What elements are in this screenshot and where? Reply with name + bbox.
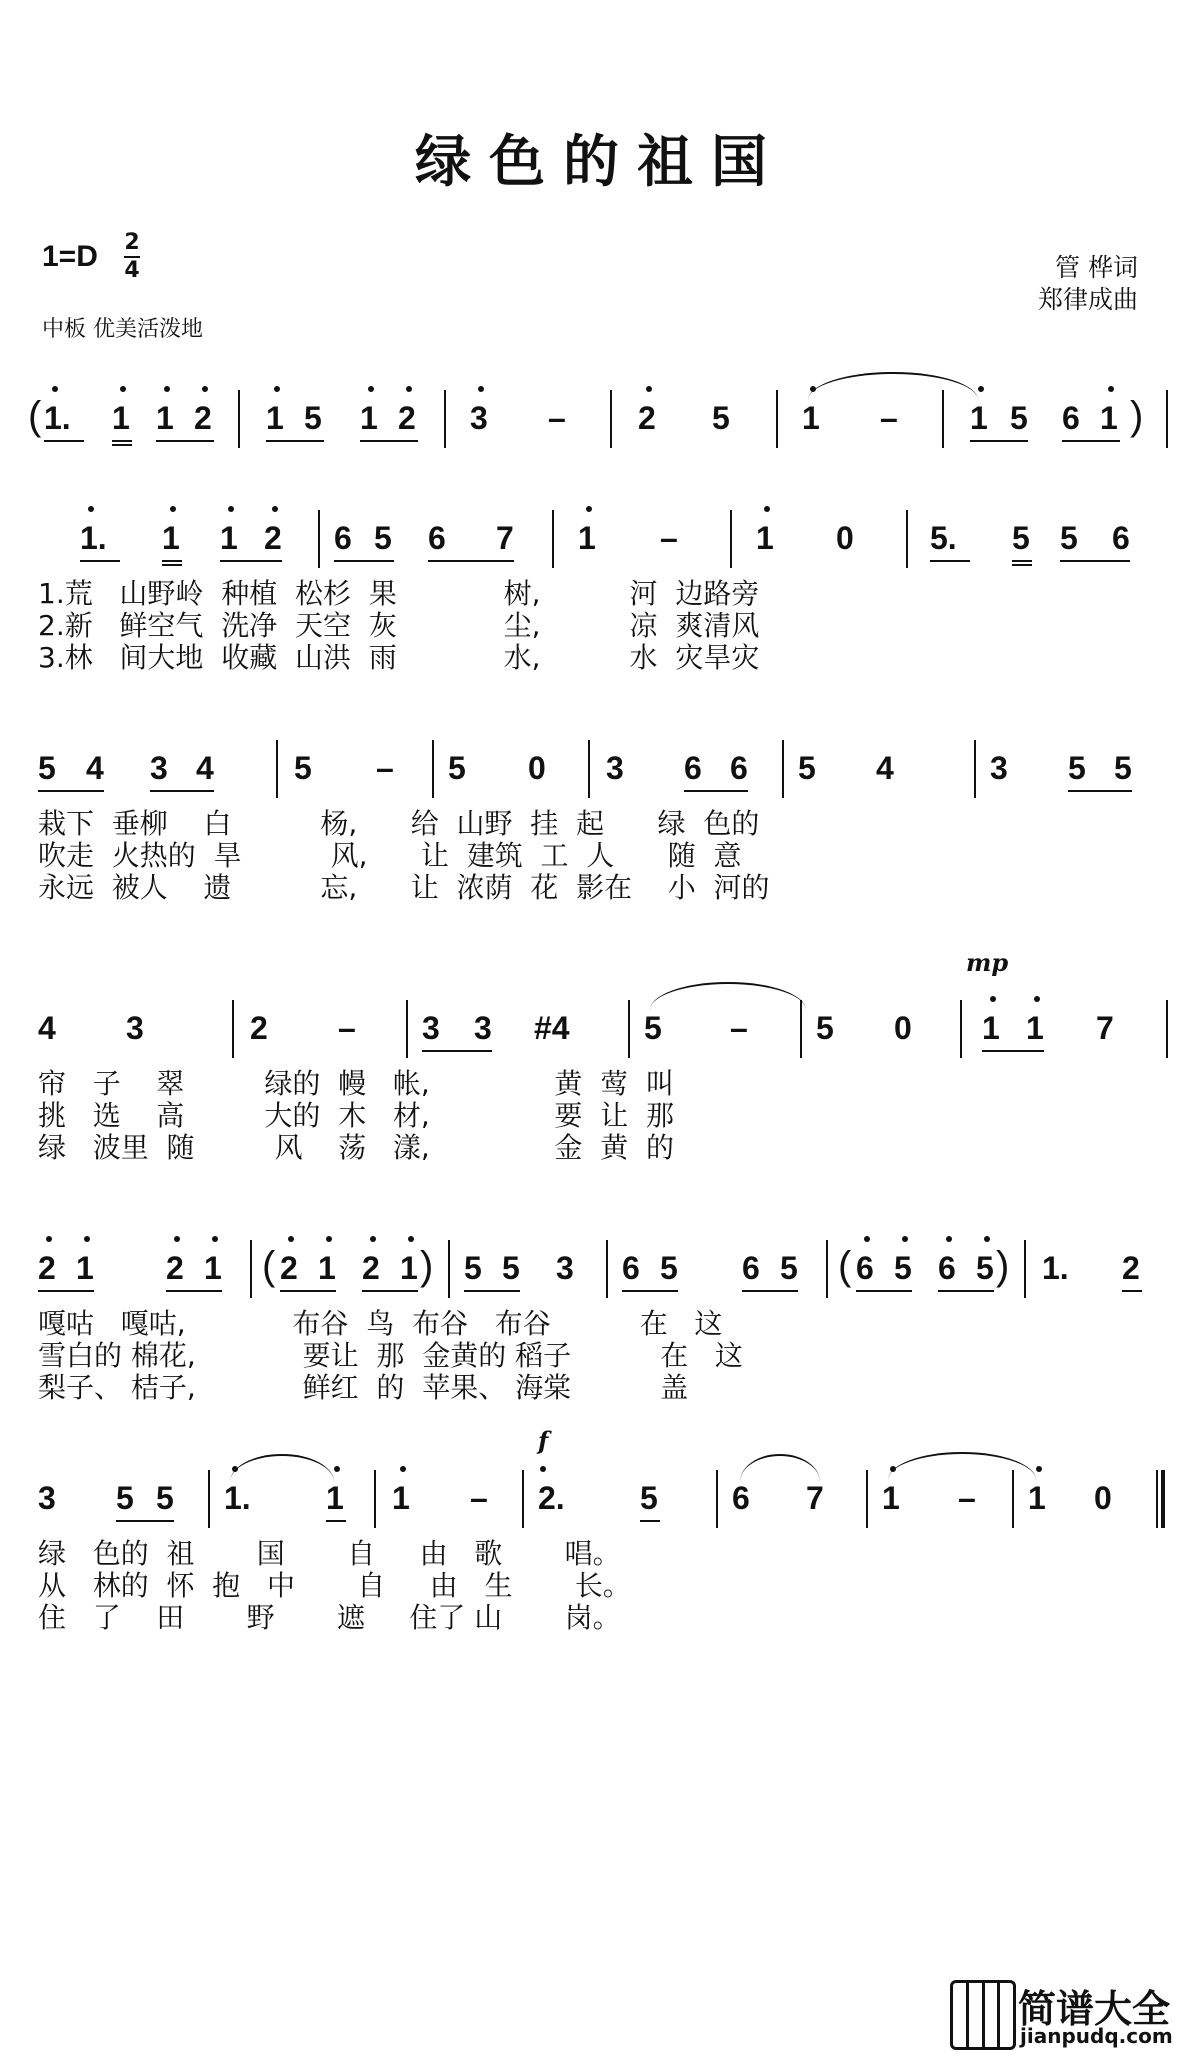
note: 1. [80,520,107,556]
slur [230,1454,334,1482]
note: 5 [1114,750,1132,786]
lyric-line: 梨子、 桔子, 鲜红 的 苹果、 海棠 盖 [38,1371,689,1404]
note: 1 [1026,1010,1044,1046]
note: 4 [196,750,214,786]
note: 5 [1012,520,1030,556]
note: 6 [742,1250,760,1286]
note: 2 [1122,1250,1140,1286]
note: 5 [1060,520,1078,556]
note: 5 [660,1250,678,1286]
note: 5 [780,1250,798,1286]
note: 1 [756,520,774,556]
lyric-line: 吹走 火热的 旱 风, 让 建筑 工 人 随 意 [38,839,742,872]
repeat-paren-close: ) [1130,394,1144,438]
note: 1. [224,1480,251,1516]
note: 6 [1112,520,1130,556]
lyrics-block [38,1538,1178,1634]
paren-close: ) [996,1244,1010,1288]
note: 2 [264,520,282,556]
lyric-line: 雪白的 棉花, 要让 那 金黄的 稻子 在 这 [38,1339,743,1372]
note: 1 [162,520,180,556]
note: 2 [250,1010,268,1046]
note: 1 [318,1250,336,1286]
note: – [958,1480,976,1516]
slur [888,1452,1036,1480]
note: 1 [970,400,988,436]
lyric-line: 永远 被人 遗 忘, 让 浓荫 花 影在 小 河的 [38,871,770,904]
time-signature [124,232,140,282]
composer: 郑律成曲 [1037,285,1138,314]
note: 5 [640,1480,658,1516]
note: #4 [534,1010,570,1046]
note: 5 [644,1010,662,1046]
note: 6 [856,1250,874,1286]
note: 7 [1096,1010,1114,1046]
note: 3 [126,1010,144,1046]
note: 3 [606,750,624,786]
key-signature: 1=D [42,240,98,273]
note: 6 [622,1250,640,1286]
lyrics-block [38,1308,1178,1404]
lyric-line: 1.荒 山野岭 种植 松杉 果 树, 河 边路旁 [38,577,760,610]
note-row [0,1230,1200,1300]
note: 1 [982,1010,1000,1046]
note: 1. [44,400,71,436]
lyrics-block [38,578,1178,674]
lyric-line: 从 林的 怀 抱 中 自 由 生 长。 [38,1569,631,1602]
lyric-line: 2.新 鲜空气 洗净 天空 灰 尘, 凉 爽清风 [38,609,760,642]
note: 5 [448,750,466,786]
paren-open: ( [838,1244,852,1288]
note-row [0,380,1200,450]
note: 6 [938,1250,956,1286]
note: 3 [150,750,168,786]
note: 5. [930,520,957,556]
note: 2 [362,1250,380,1286]
note: 4 [876,750,894,786]
slur [740,1454,820,1482]
lyric-line: 住 了 田 野 遮 住了 山 岗。 [38,1601,621,1634]
note: 1 [802,400,820,436]
site-logo [950,1980,1180,2050]
note: – [338,1010,356,1046]
paren-open: ( [262,1244,276,1288]
note: 1 [326,1480,344,1516]
note: 1 [392,1480,410,1516]
lyric-line: 栽下 垂柳 白 杨, 给 山野 挂 起 绿 色的 [38,807,760,840]
note: 6 [1062,400,1080,436]
note-row [0,500,1200,570]
note: 1 [882,1480,900,1516]
note: 5 [976,1250,994,1286]
note: 3 [990,750,1008,786]
paren-close: ) [420,1244,434,1288]
note: 6 [684,750,702,786]
note: 5 [1068,750,1086,786]
note: 6 [730,750,748,786]
note: 2 [280,1250,298,1286]
note: 4 [86,750,104,786]
dynamic-f: f [538,1426,549,1455]
note: 1 [220,520,238,556]
note: 5 [502,1250,520,1286]
note: 3 [422,1010,440,1046]
lyric-line: 嘎咕 嘎咕, 布谷 鸟 布谷 布谷 在 这 [38,1307,723,1340]
note: 2 [194,400,212,436]
note: 1 [76,1250,94,1286]
note: 6 [732,1480,750,1516]
note: 7 [496,520,514,556]
note: – [470,1480,488,1516]
note: 2 [38,1250,56,1286]
note: 5 [294,750,312,786]
note-row [0,730,1200,800]
time-top: 2 [124,230,140,255]
note: 4 [38,1010,56,1046]
lyric-line: 3.林 间大地 收藏 山洪 雨 水, 水 灾旱灾 [38,641,760,674]
note: 6 [334,520,352,556]
slur [808,372,978,400]
credits [1038,252,1138,316]
slur [650,982,806,1010]
note: – [548,400,566,436]
note: 7 [806,1480,824,1516]
song-title: 绿色的祖国 [415,129,785,195]
note: 5 [156,1480,174,1516]
time-bottom: 4 [124,258,140,283]
note: 6 [428,520,446,556]
note: 3 [474,1010,492,1046]
note: 5 [116,1480,134,1516]
note: 5 [816,1010,834,1046]
tempo-marking: 中板 优美活泼地 [42,317,203,342]
lyrics-block [38,808,1178,904]
logo-url: jianpudq.com [1020,2024,1173,2048]
note: 5 [798,750,816,786]
note: – [376,750,394,786]
lyrics-block [38,1068,1178,1164]
note: 5 [38,750,56,786]
note: 1. [1042,1250,1069,1286]
note: – [880,400,898,436]
piano-keys-icon [950,1980,1016,2050]
note-row [0,1460,1200,1530]
repeat-paren-open: ( [28,394,42,438]
note: 1 [1028,1480,1046,1516]
note: 5 [712,400,730,436]
note: 5 [1010,400,1028,436]
note: 5 [304,400,322,436]
note: 0 [1094,1480,1112,1516]
lyric-line: 绿 色的 祖 国 自 由 歌 唱。 [38,1537,621,1570]
note: – [730,1010,748,1046]
lyric-line: 绿 波里 随 风 荡 漾, 金 黄 的 [38,1131,675,1164]
note: 5 [894,1250,912,1286]
note: 0 [528,750,546,786]
note: 1 [360,400,378,436]
note: 3 [38,1480,56,1516]
logo-name: 简谱大全 [1018,1987,1171,2031]
note: 3 [556,1250,574,1286]
note-row [0,990,1200,1060]
note: 2 [398,400,416,436]
note: 3 [470,400,488,436]
lyric-line: 挑 选 高 大的 木 材, 要 让 那 [38,1099,675,1132]
lyric-line: 帘 子 翠 绿的 幔 帐, 黄 莺 叫 [38,1067,675,1100]
note: 2 [166,1250,184,1286]
note: 1 [204,1250,222,1286]
note: 5 [374,520,392,556]
note: 1 [1100,400,1118,436]
note: 1 [266,400,284,436]
note: 2. [538,1480,565,1516]
note: 1 [578,520,596,556]
note: 1 [112,400,130,436]
dynamic-mp: mp [966,948,1009,977]
note: 5 [464,1250,482,1286]
note: 1 [156,400,174,436]
note: – [660,520,678,556]
note: 0 [894,1010,912,1046]
note: 0 [836,520,854,556]
lyricist: 管 桦词 [1055,253,1138,282]
note: 1 [400,1250,418,1286]
note: 2 [638,400,656,436]
